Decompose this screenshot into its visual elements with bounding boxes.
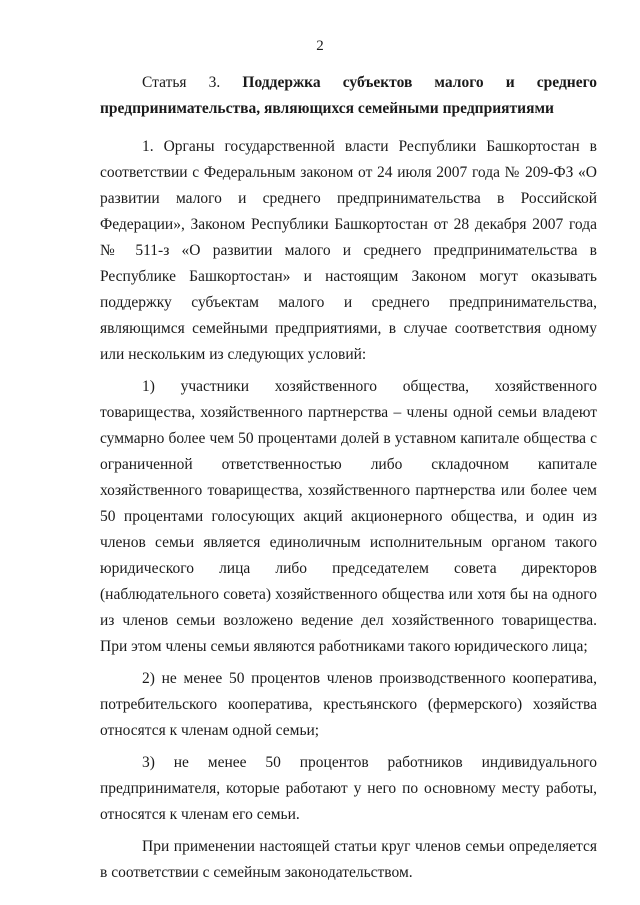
article-heading — [100, 70, 597, 122]
paragraph-family-definition: При применении настоящей статьи круг членов семьи определяется в соответствии с семейным законодательством. — [100, 838, 597, 881]
paragraph-condition-2: 2) не менее 50 процентов членов производственного кооператива, потребительского кооператива, крестьянского (фермерского) хозяйства относятся к членам одной семьи; — [100, 670, 597, 739]
article-title: Поддержка субъектов малого и среднего предпринимательства, являющихся семейными предприятиями — [100, 74, 597, 117]
paragraph-condition-1: 1) участники хозяйственного общества, хозяйственного товарищества, хозяйственного партнерства – члены одной семьи владеют суммарно более чем 50 процентами долей в уставном капитале общества с ограниченной ответственностью либо складочном капитале хозяйственного товарищества, хозяйственного партнерства или более чем 50 процентами голосующих акций акционерного общества, и один из членов семьи является единоличным исполнительным органом такого юридического лица либо председателем совета директоров (наблюдательного совета) хозяйственного общества или хотя бы на одного из членов семьи возложено ведение дел хозяйственного товарищества. При этом члены семьи являются работниками такого юридического лица; — [100, 378, 597, 655]
paragraph-main: 1. Органы государственной власти Республики Башкортостан в соответствии с Федеральным законом от 24 июля 2007 года № 209-ФЗ «О развитии малого и среднего предпринимательства в Российской Федерации», Законом Республики Башкортостан от 28 декабря 2007 года № 511-з «О развитии малого и среднего предпринимательства в Республике Башкортостан» и настоящим Законом могут оказывать поддержку субъектам малого и среднего предпринимательства, являющимся семейными предприятиями, в случае соответствия одному или нескольким из следующих условий: — [100, 138, 597, 363]
paragraph-condition-3: 3) не менее 50 процентов работников индивидуального предпринимателя, которые работают у него по основному месту работы, относятся к членам его семьи. — [100, 754, 597, 823]
article-label: Статья 3. — [142, 74, 221, 91]
document-body — [100, 70, 597, 892]
page-number: 2 — [316, 38, 324, 54]
